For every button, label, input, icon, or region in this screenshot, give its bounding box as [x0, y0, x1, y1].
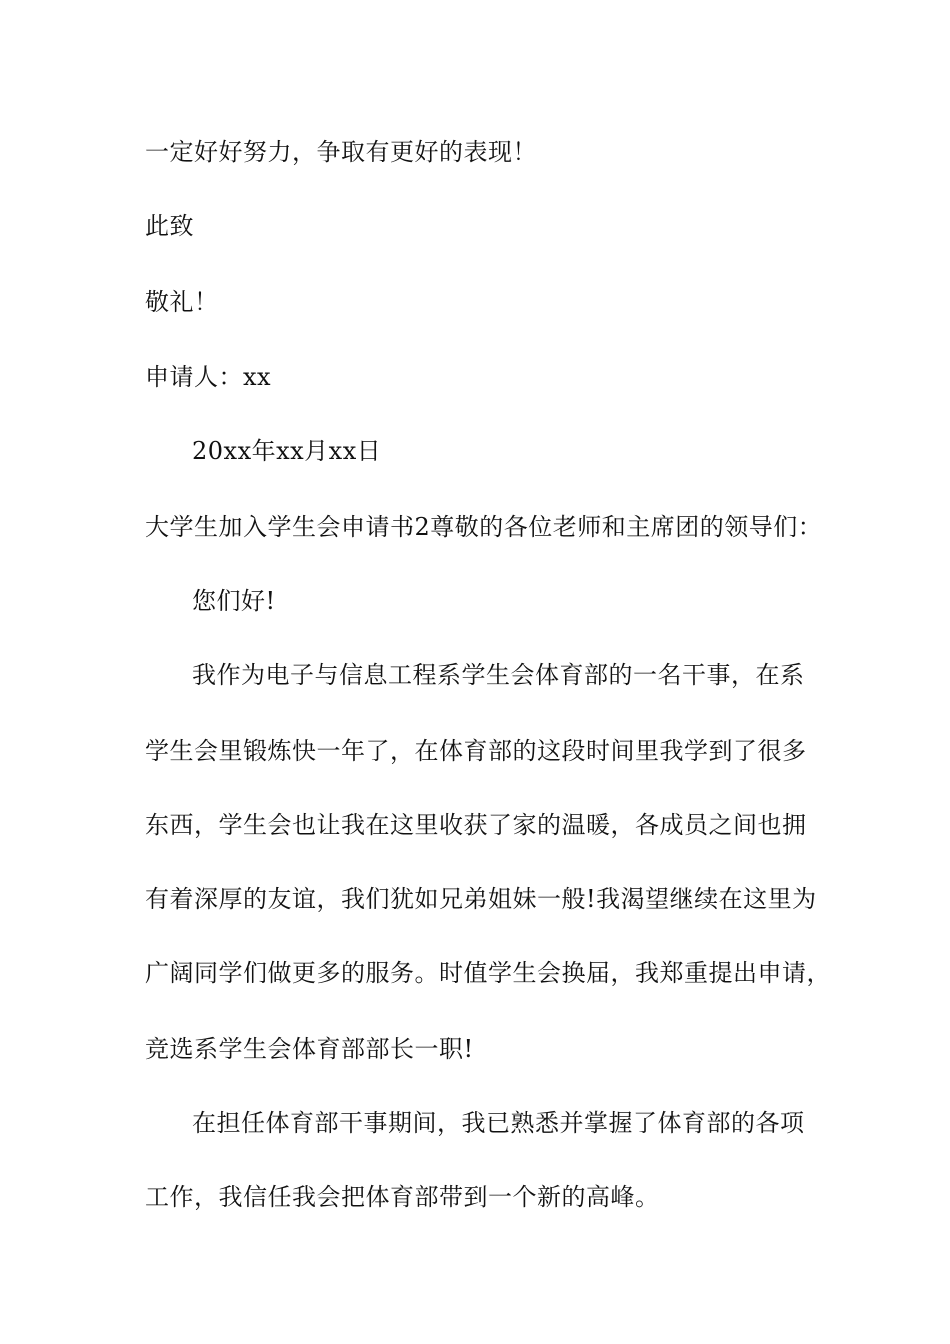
greeting-line: 您们好!	[192, 587, 276, 615]
paragraph-2-line-2: 工作，我信任我会把体育部带到一个新的高峰。	[145, 1183, 660, 1211]
paragraph-1-line-2: 学生会里锻炼快一年了，在体育部的这段时间里我学到了很多	[145, 737, 807, 765]
closing-sentence: 一定好好努力，争取有更好的表现！	[145, 138, 537, 166]
paragraph-2-line-1: 在担任体育部干事期间，我已熟悉并掌握了体育部的各项	[192, 1109, 805, 1137]
paragraph-1-line-1: 我作为电子与信息工程系学生会体育部的一名干事，在系	[192, 661, 805, 689]
paragraph-1-line-3: 东西，学生会也让我在这里收获了家的温暖，各成员之间也拥	[145, 811, 807, 839]
paragraph-1-line-4: 有着深厚的友谊，我们犹如兄弟姐妹一般!我渴望继续在这里为	[145, 885, 817, 913]
letter-2-heading: 大学生加入学生会申请书2尊敬的各位老师和主席团的领导们：	[145, 513, 823, 541]
paragraph-1-line-6: 竞选系学生会体育部部长一职!	[145, 1035, 474, 1063]
paragraph-1-line-5: 广阔同学们做更多的服务。时值学生会换届，我郑重提出申请，	[145, 959, 831, 987]
salutation-jingli: 敬礼！	[145, 288, 219, 316]
salutation-cizhi: 此致	[145, 212, 194, 240]
applicant-line: 申请人：xx	[145, 363, 272, 391]
date-line: 20xx年xx月xx日	[192, 437, 382, 465]
